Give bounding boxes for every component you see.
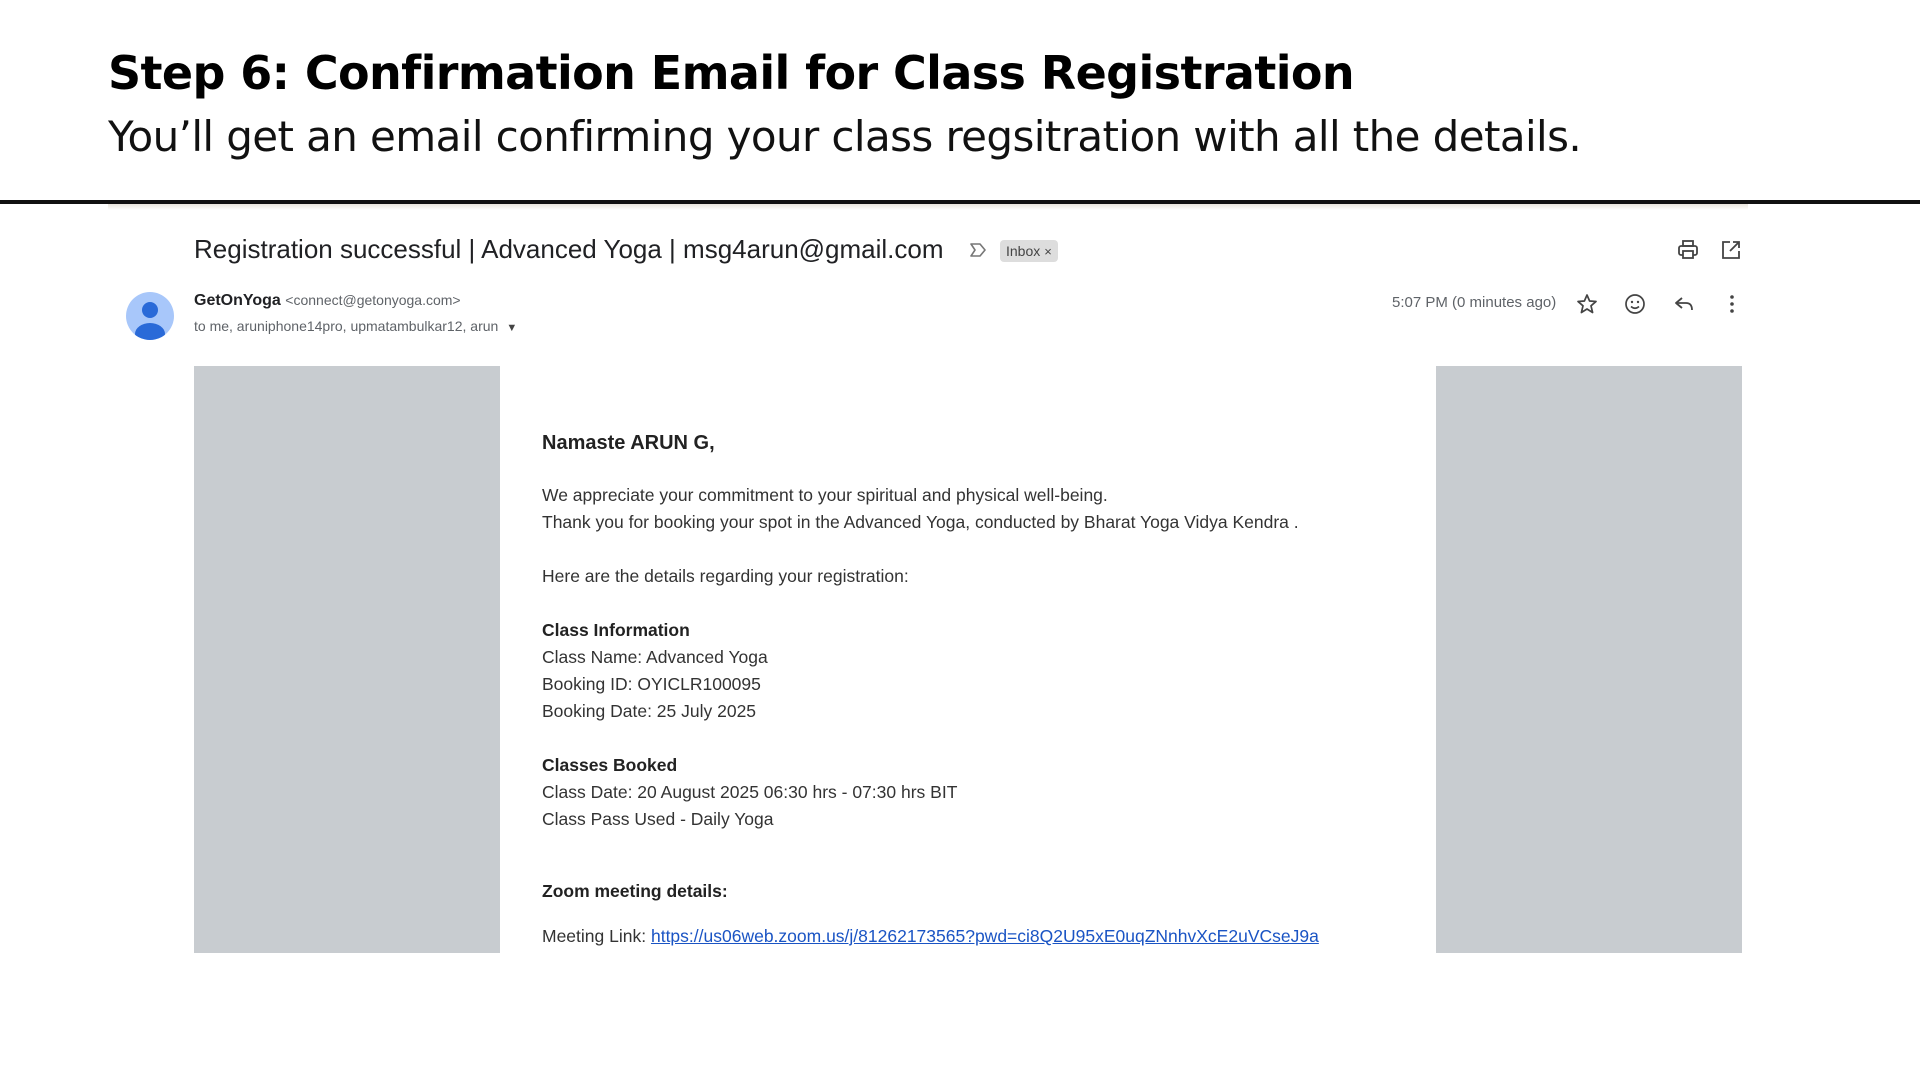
sender-name[interactable]: GetOnYoga bbox=[194, 292, 281, 309]
class-name: Class Name: Advanced Yoga bbox=[542, 647, 768, 667]
email-left-margin-panel bbox=[194, 366, 500, 953]
sender-line bbox=[194, 292, 461, 310]
open-in-new-window-icon[interactable] bbox=[1719, 238, 1743, 262]
emoji-reaction-icon[interactable] bbox=[1623, 292, 1647, 316]
meeting-link[interactable]: https://us06web.zoom.us/j/81262173565?pwd=ci8Q2U95xE0uqZNnhvXcE2uVCseJ9a bbox=[650, 926, 1319, 946]
details-intro: Here are the details regarding your registration: bbox=[542, 566, 909, 586]
screenshot-top-edge bbox=[108, 204, 1748, 210]
sender-avatar[interactable] bbox=[126, 292, 174, 340]
sender-email: <connect@getonyoga.com> bbox=[285, 292, 461, 308]
booking-id: Booking ID: OYICLR100095 bbox=[542, 674, 761, 694]
meeting-link-label: Meeting Link: bbox=[542, 926, 647, 946]
slide-subtitle: You’ll get an email confirming your class regsitration with all the details. bbox=[108, 112, 1582, 161]
recipients-line bbox=[194, 318, 517, 334]
label-icon[interactable] bbox=[968, 240, 988, 260]
email-intro-line-1: We appreciate your commitment to your spiritual and physical well-being. bbox=[542, 485, 1108, 505]
more-options-icon[interactable] bbox=[1720, 292, 1744, 316]
star-icon[interactable] bbox=[1575, 292, 1599, 316]
meeting-link-line bbox=[542, 926, 1319, 947]
inbox-label-text: Inbox bbox=[1006, 243, 1041, 259]
recipients-text: to me, aruniphone14pro, upmatambulkar12, arun bbox=[194, 318, 499, 334]
email-intro-line-2: Thank you for booking your spot in the Advanced Yoga, conducted by Bharat Yoga Vidya Kendra . bbox=[542, 512, 1299, 532]
chevron-down-icon[interactable]: ▼ bbox=[506, 322, 518, 334]
remove-label-icon[interactable]: × bbox=[1044, 244, 1052, 259]
class-date: Class Date: 20 August 2025 06:30 hrs - 07:30 hrs BIT bbox=[542, 782, 958, 802]
classes-booked-heading: Classes Booked bbox=[542, 755, 678, 775]
inbox-label-chip[interactable] bbox=[1000, 240, 1058, 262]
email-greeting: Namaste ARUN G, bbox=[542, 432, 715, 454]
zoom-details-heading: Zoom meeting details: bbox=[542, 881, 728, 901]
print-icon[interactable] bbox=[1676, 238, 1700, 262]
slide-title: Step 6: Confirmation Email for Class Registration bbox=[108, 46, 1355, 100]
email-subject: Registration successful | Advanced Yoga | msg4arun@gmail.com bbox=[194, 234, 944, 264]
email-right-margin-panel bbox=[1436, 366, 1742, 953]
email-timestamp: 5:07 PM (0 minutes ago) bbox=[1392, 294, 1557, 311]
person-icon bbox=[126, 292, 174, 340]
class-information-heading: Class Information bbox=[542, 620, 690, 640]
booking-date: Booking Date: 25 July 2025 bbox=[542, 701, 757, 721]
reply-icon[interactable] bbox=[1672, 292, 1696, 316]
class-pass-used: Class Pass Used - Daily Yoga bbox=[542, 809, 774, 829]
email-body bbox=[500, 366, 1436, 953]
